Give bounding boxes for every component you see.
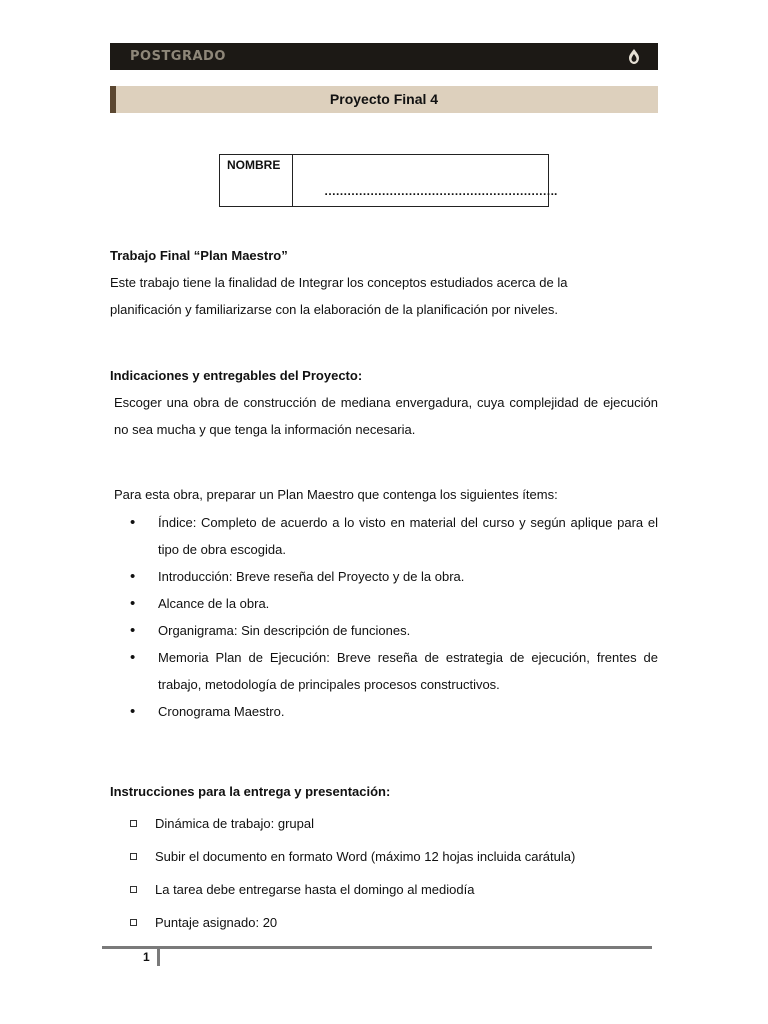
header-bar [110, 43, 658, 70]
name-table [219, 154, 557, 207]
list-item: Subir el documento en formato Word (máximo 12 hojas incluida carátula) [130, 847, 575, 867]
page-number: 1 [143, 950, 150, 964]
bullet-icon: • [130, 703, 136, 720]
section3-heading: Instrucciones para la entrega y presentación: [110, 784, 391, 799]
section2-heading: Indicaciones y entregables del Proyecto: [110, 368, 363, 383]
name-value: ……………………………………………………. [324, 184, 557, 198]
list-item: Puntaje asignado: 20 [130, 913, 277, 933]
flame-logo-icon [624, 47, 644, 67]
brand-name: POSTGRADO [130, 49, 226, 64]
list-item: • Índice: Completo de acuerdo a lo visto en material del curso y según aplique para el tipo de obra escogida. [130, 509, 658, 563]
list-item: • Alcance de la obra. [130, 590, 658, 617]
bullet-icon: • [130, 568, 136, 585]
list-item: Dinámica de trabajo: grupal [130, 814, 314, 834]
list-item: • Memoria Plan de Ejecución: Breve reseña de estrategia de ejecución, frentes de trabajo, metodología de principales procesos constructivos. [130, 644, 658, 698]
title-bar [110, 86, 658, 113]
list-item: • Cronograma Maestro. [130, 698, 658, 725]
list-item: • Introducción: Breve reseña del Proyecto y de la obra. [130, 563, 658, 590]
square-bullet-icon [130, 820, 137, 827]
section2-paragraph: Escoger una obra de construcción de mediana envergadura, cuya complejidad de ejecución no sea mucha y que tenga la información necesaria. [114, 395, 658, 437]
list-item: • Organigrama: Sin descripción de funciones. [130, 617, 658, 644]
footer-divider [102, 946, 652, 949]
bullet-icon: • [130, 649, 136, 666]
bullet-icon: • [130, 514, 136, 531]
section1-heading: Trabajo Final “Plan Maestro” [110, 248, 288, 263]
list-item: La tarea debe entregarse hasta el domingo al mediodía [130, 880, 474, 900]
section1-paragraph-line-2: planificación y familiarizarse con la elaboración de la planificación por niveles. [110, 302, 559, 317]
square-bullet-icon [130, 919, 137, 926]
square-bullet-icon [130, 853, 137, 860]
square-bullet-icon [130, 886, 137, 893]
bullet-icon: • [130, 595, 136, 612]
bullet-icon: • [130, 622, 136, 639]
page-title: Proyecto Final 4 [329, 91, 439, 107]
name-label: NOMBRE [220, 155, 293, 206]
section1-paragraph-line-1: Este trabajo tiene la finalidad de Integrar los conceptos estudiados acerca de la [110, 275, 568, 290]
footer-tick [157, 948, 160, 966]
section2-intro: Para esta obra, preparar un Plan Maestro que contenga los siguientes ítems: [114, 487, 558, 502]
